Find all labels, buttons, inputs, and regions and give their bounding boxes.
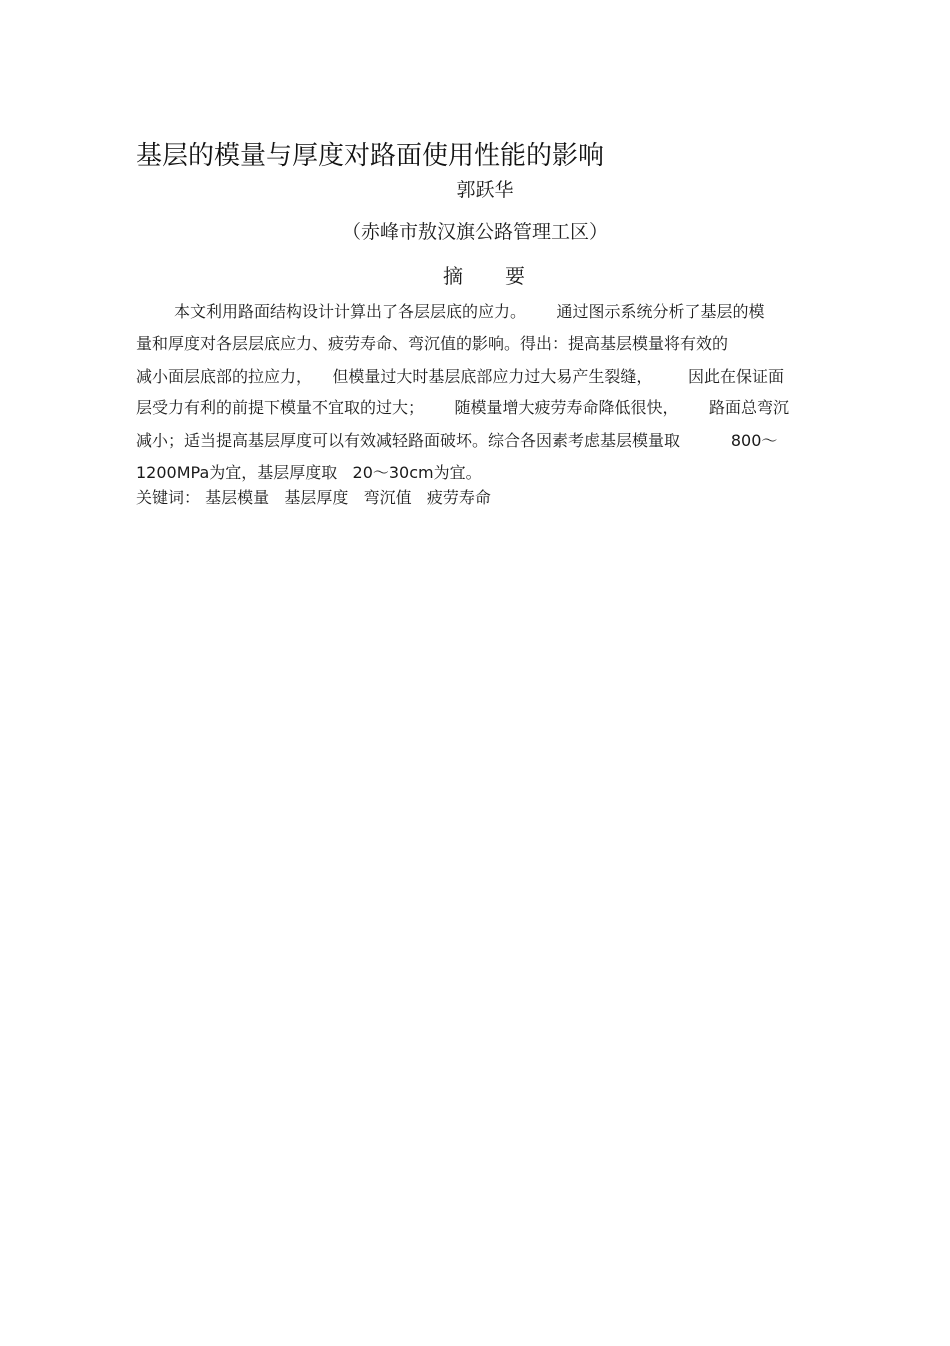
abstract-line: 量和厚度对各层层底应力、疲劳寿命、弯沉值的影响。得出：提高基层模量将有效的 xyxy=(136,334,729,353)
author-affiliation: （赤峰市敖汉旗公路管理工区） xyxy=(341,221,608,243)
paper-title: 基层的模量与厚度对路面使用性能的影响 xyxy=(136,141,605,171)
abstract-line: 减小；适当提高基层厚度可以有效减轻路面破坏。综合各因素考虑基层模量取 800～ xyxy=(136,431,778,450)
abstract-line: 层受力有利的前提下模量不宜取的过大； 随模量增大疲劳寿命降低很快， 路面总弯沉 xyxy=(136,398,790,417)
abstract-line: 本文利用路面结构设计计算出了各层层底的应力。 通过图示系统分析了基层的模 xyxy=(174,302,765,321)
abstract-heading: 摘要 xyxy=(443,264,567,288)
abstract-line: 减小面层底部的拉应力， 但模量过大时基层底部应力过大易产生裂缝， 因此在保证面 xyxy=(136,367,784,386)
author-name: 郭跃华 xyxy=(456,179,514,201)
keywords-line: 关键词： 基层模量 基层厚度 弯沉值 疲劳寿命 xyxy=(136,488,491,507)
abstract-line: 1200MPa为宜，基层厚度取 20～30cm为宜。 xyxy=(136,463,482,482)
